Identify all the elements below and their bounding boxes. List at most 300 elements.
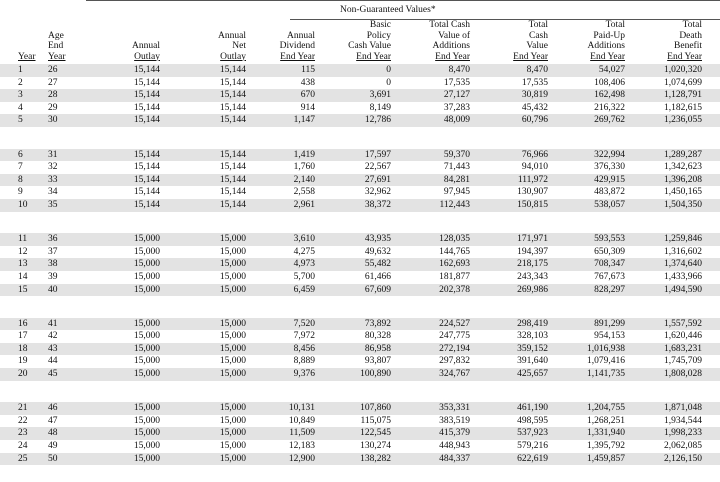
header-annual-net-outlay: [218, 31, 246, 63]
header-line: End Year: [667, 51, 702, 62]
cell-paid-up-additions: 429,915: [594, 174, 625, 185]
cell-annual-dividend: 1,147: [293, 115, 315, 126]
cell-annual-dividend: 11,509: [289, 428, 315, 439]
cell-year: 3: [18, 90, 23, 101]
cell-basic-policy-cash-value: 27,691: [364, 174, 391, 185]
cell-age: 49: [48, 441, 58, 452]
cell-year: 15: [18, 284, 28, 295]
cell-paid-up-additions: 650,309: [594, 246, 625, 257]
cell-death-benefit: 1,871,048: [664, 403, 702, 414]
cell-age: 31: [48, 149, 58, 160]
top-rule: [86, 0, 720, 1]
cell-total-cash-value: 359,152: [517, 343, 548, 354]
header-line: Outlay: [134, 51, 160, 62]
cell-basic-policy-cash-value: 67,609: [364, 284, 391, 295]
cell-age: 44: [48, 356, 58, 367]
cell-annual-dividend: 12,183: [288, 441, 315, 452]
header-line: End Year: [356, 51, 391, 62]
cell-annual-net-outlay: 15,000: [219, 343, 246, 354]
cell-annual-outlay: 15,000: [133, 234, 160, 245]
table-row: [0, 89, 720, 102]
cell-annual-outlay: 15,144: [133, 102, 160, 113]
cell-additions-cash-value: 27,127: [443, 90, 470, 101]
cell-death-benefit: 2,126,150: [664, 453, 702, 464]
header-additions-cash-value: [429, 20, 470, 62]
cell-total-cash-value: 579,216: [517, 441, 548, 452]
cell-age: 30: [48, 115, 58, 126]
cell-annual-outlay: 15,144: [133, 174, 160, 185]
cell-additions-cash-value: 224,527: [439, 318, 470, 329]
header-line: Annual: [218, 30, 246, 41]
cell-year: 25: [18, 453, 28, 464]
cell-paid-up-additions: 1,204,755: [587, 403, 625, 414]
cell-annual-net-outlay: 15,000: [219, 246, 246, 257]
cell-year: 18: [18, 343, 28, 354]
cell-additions-cash-value: 59,370: [443, 149, 470, 160]
cell-basic-policy-cash-value: 0: [386, 77, 391, 88]
cell-additions-cash-value: 448,943: [439, 441, 470, 452]
header-line: Dividend: [279, 41, 315, 51]
header-line: Annual: [132, 41, 160, 51]
header-line: End Year: [513, 51, 548, 62]
cell-total-cash-value: 243,343: [517, 271, 548, 282]
cell-age: 40: [48, 284, 58, 295]
cell-annual-net-outlay: 15,144: [219, 187, 246, 198]
cell-death-benefit: 1,316,602: [664, 246, 702, 257]
cell-death-benefit: 1,433,966: [664, 271, 702, 282]
header-line: Age: [48, 30, 64, 41]
cell-additions-cash-value: 37,283: [443, 102, 470, 113]
cell-annual-net-outlay: 15,144: [219, 174, 246, 185]
cell-age: 46: [48, 403, 58, 414]
table-row: [0, 114, 720, 127]
cell-year: 7: [18, 162, 23, 173]
cell-annual-dividend: 4,973: [293, 259, 315, 270]
cell-paid-up-additions: 1,268,251: [587, 415, 625, 426]
cell-death-benefit: 1,998,233: [664, 428, 702, 439]
cell-death-benefit: 1,182,615: [664, 102, 702, 113]
cell-basic-policy-cash-value: 138,282: [360, 453, 391, 464]
cell-year: 9: [18, 187, 23, 198]
cell-year: 19: [18, 356, 28, 367]
cell-total-cash-value: 94,010: [521, 162, 548, 173]
cell-death-benefit: 2,062,085: [664, 441, 702, 452]
header-line: Death: [679, 30, 702, 41]
table-row: [0, 355, 720, 368]
cell-annual-dividend: 8,456: [293, 343, 315, 354]
table-row: [0, 161, 720, 174]
cell-annual-outlay: 15,000: [133, 318, 160, 329]
header-line: Annual: [287, 30, 315, 41]
cell-annual-net-outlay: 15,000: [219, 271, 246, 282]
cell-annual-outlay: 15,000: [133, 331, 160, 342]
cell-additions-cash-value: 297,832: [439, 356, 470, 367]
cell-additions-cash-value: 71,443: [443, 162, 470, 173]
cell-age: 26: [48, 65, 58, 75]
cell-age: 48: [48, 428, 58, 439]
cell-total-cash-value: 130,907: [517, 187, 548, 198]
header-line: End Year: [590, 51, 625, 62]
cell-basic-policy-cash-value: 17,597: [364, 149, 391, 160]
cell-annual-dividend: 115: [301, 65, 315, 75]
cell-annual-dividend: 670: [300, 90, 315, 101]
cell-death-benefit: 1,128,791: [664, 90, 702, 101]
cell-annual-outlay: 15,000: [133, 343, 160, 354]
cell-paid-up-additions: 376,330: [594, 162, 625, 173]
table-row: [0, 427, 720, 440]
cell-additions-cash-value: 97,945: [443, 187, 470, 198]
cell-paid-up-additions: 1,331,940: [587, 428, 625, 439]
cell-basic-policy-cash-value: 130,274: [360, 441, 391, 452]
header-line: Total Cash: [429, 20, 470, 30]
header-total-cash-value: [513, 20, 548, 62]
cell-total-cash-value: 391,640: [517, 356, 548, 367]
cell-annual-outlay: 15,000: [133, 441, 160, 452]
cell-death-benefit: 1,620,446: [664, 331, 702, 342]
table-row: [0, 258, 720, 271]
header-line: Additions: [432, 41, 470, 51]
table-row: [0, 415, 720, 428]
table-body: [0, 64, 720, 465]
cell-additions-cash-value: 8,470: [448, 65, 470, 75]
cell-year: 17: [18, 331, 28, 342]
cell-total-cash-value: 60,796: [521, 115, 548, 126]
cell-additions-cash-value: 383,519: [439, 415, 470, 426]
cell-additions-cash-value: 128,035: [439, 234, 470, 245]
table-row: [0, 246, 720, 259]
cell-age: 36: [48, 234, 58, 245]
cell-annual-outlay: 15,000: [133, 259, 160, 270]
cell-death-benefit: 1,374,640: [664, 259, 702, 270]
cell-annual-net-outlay: 15,000: [219, 428, 246, 439]
cell-annual-outlay: 15,144: [133, 149, 160, 160]
table-row: [0, 284, 720, 297]
cell-annual-outlay: 15,000: [133, 284, 160, 295]
cell-paid-up-additions: 162,498: [594, 90, 625, 101]
row-group: [0, 64, 720, 127]
cell-annual-net-outlay: 15,000: [219, 356, 246, 367]
cell-paid-up-additions: 1,459,857: [587, 453, 625, 464]
header-line: Year: [18, 51, 36, 62]
table-row: [0, 368, 720, 381]
header-basic-policy-cash-value: [348, 20, 391, 62]
cell-annual-outlay: 15,144: [133, 65, 160, 75]
cell-death-benefit: 1,745,709: [664, 356, 702, 367]
non-guaranteed-header: [0, 4, 720, 16]
cell-annual-outlay: 15,144: [133, 162, 160, 173]
table-row: [0, 440, 720, 453]
cell-paid-up-additions: 216,322: [594, 102, 625, 113]
cell-annual-outlay: 15,000: [133, 369, 160, 380]
cell-annual-net-outlay: 15,144: [219, 90, 246, 101]
cell-additions-cash-value: 144,765: [439, 246, 470, 257]
cell-annual-net-outlay: 15,000: [219, 415, 246, 426]
cell-annual-net-outlay: 15,000: [219, 453, 246, 464]
cell-age: 43: [48, 343, 58, 354]
header-line: Total: [682, 20, 702, 30]
cell-age: 29: [48, 102, 58, 113]
cell-death-benefit: 1,450,165: [664, 187, 702, 198]
table-row: [0, 64, 720, 77]
cell-annual-dividend: 7,520: [293, 318, 315, 329]
cell-additions-cash-value: 17,535: [443, 77, 470, 88]
cell-paid-up-additions: 1,141,735: [587, 369, 625, 380]
cell-basic-policy-cash-value: 73,892: [364, 318, 391, 329]
cell-year: 23: [18, 428, 28, 439]
cell-total-cash-value: 30,819: [521, 90, 548, 101]
cell-death-benefit: 1,504,350: [664, 199, 702, 210]
cell-basic-policy-cash-value: 43,935: [364, 234, 391, 245]
cell-death-benefit: 1,259,846: [664, 234, 702, 245]
table-row: [0, 174, 720, 187]
non-guaranteed-label: Non-Guaranteed Values*: [340, 5, 436, 15]
cell-year: 12: [18, 246, 28, 257]
table-row: [0, 186, 720, 199]
header-paid-up-additions: [588, 20, 625, 62]
cell-year: 5: [18, 115, 23, 126]
cell-year: 13: [18, 259, 28, 270]
cell-death-benefit: 1,074,699: [664, 77, 702, 88]
cell-paid-up-additions: 891,299: [594, 318, 625, 329]
cell-annual-dividend: 9,376: [293, 369, 315, 380]
cell-basic-policy-cash-value: 93,807: [364, 356, 391, 367]
cell-annual-net-outlay: 15,144: [219, 102, 246, 113]
cell-year: 20: [18, 369, 28, 380]
cell-age: 47: [48, 415, 58, 426]
header-line: Cash Value: [348, 41, 391, 51]
row-group: [0, 233, 720, 296]
header-year: [18, 52, 36, 63]
cell-additions-cash-value: 112,443: [439, 199, 470, 210]
cell-annual-dividend: 7,972: [293, 331, 315, 342]
cell-total-cash-value: 194,397: [517, 246, 548, 257]
cell-annual-outlay: 15,000: [133, 415, 160, 426]
cell-annual-net-outlay: 15,000: [219, 369, 246, 380]
cell-death-benefit: 1,808,028: [664, 369, 702, 380]
cell-basic-policy-cash-value: 0: [386, 65, 391, 75]
cell-basic-policy-cash-value: 32,962: [364, 187, 391, 198]
cell-annual-outlay: 15,144: [133, 187, 160, 198]
cell-annual-net-outlay: 15,144: [219, 162, 246, 173]
header-line: Policy: [366, 30, 391, 41]
cell-annual-outlay: 15,000: [133, 453, 160, 464]
cell-annual-outlay: 15,144: [133, 90, 160, 101]
cell-year: 4: [18, 102, 23, 113]
cell-death-benefit: 1,934,544: [664, 415, 702, 426]
row-group: [0, 318, 720, 381]
cell-age: 37: [48, 246, 58, 257]
table-row: [0, 343, 720, 356]
row-group: [0, 149, 720, 212]
cell-death-benefit: 1,236,055: [664, 115, 702, 126]
cell-total-cash-value: 150,815: [517, 199, 548, 210]
cell-annual-dividend: 8,889: [293, 356, 315, 367]
cell-total-cash-value: 17,535: [521, 77, 548, 88]
cell-basic-policy-cash-value: 115,075: [360, 415, 391, 426]
cell-additions-cash-value: 202,378: [439, 284, 470, 295]
cell-annual-dividend: 1,419: [293, 149, 315, 160]
cell-death-benefit: 1,289,287: [664, 149, 702, 160]
row-group: [0, 402, 720, 465]
header-line: Year: [48, 51, 66, 62]
cell-annual-outlay: 15,000: [133, 428, 160, 439]
cell-age: 38: [48, 259, 58, 270]
header-line: Additions: [587, 41, 625, 51]
cell-basic-policy-cash-value: 100,890: [360, 369, 391, 380]
table-row: [0, 149, 720, 162]
cell-paid-up-additions: 1,016,938: [587, 343, 625, 354]
cell-total-cash-value: 298,419: [517, 318, 548, 329]
cell-annual-dividend: 12,900: [288, 453, 315, 464]
cell-annual-dividend: 6,459: [293, 284, 315, 295]
header-line: Value: [526, 41, 548, 51]
cell-death-benefit: 1,683,231: [664, 343, 702, 354]
cell-additions-cash-value: 48,009: [443, 115, 470, 126]
cell-annual-dividend: 10,131: [288, 403, 315, 414]
cell-age: 41: [48, 318, 58, 329]
cell-basic-policy-cash-value: 49,632: [364, 246, 391, 257]
cell-annual-net-outlay: 15,000: [219, 259, 246, 270]
table-row: [0, 318, 720, 331]
cell-additions-cash-value: 181,877: [439, 271, 470, 282]
cell-basic-policy-cash-value: 3,691: [369, 90, 391, 101]
cell-death-benefit: 1,557,592: [664, 318, 702, 329]
cell-age: 34: [48, 187, 58, 198]
table-row: [0, 102, 720, 115]
cell-basic-policy-cash-value: 38,372: [364, 199, 391, 210]
cell-year: 24: [18, 441, 28, 452]
cell-total-cash-value: 622,619: [517, 453, 548, 464]
cell-age: 42: [48, 331, 58, 342]
header-line: Paid-Up: [593, 30, 625, 41]
table-row: [0, 199, 720, 212]
cell-total-cash-value: 328,103: [517, 331, 548, 342]
column-headers: [0, 18, 720, 62]
cell-total-cash-value: 498,595: [517, 415, 548, 426]
cell-year: 11: [18, 234, 28, 245]
cell-death-benefit: 1,494,590: [664, 284, 702, 295]
cell-total-cash-value: 425,657: [517, 369, 548, 380]
header-line: Cash: [529, 30, 548, 41]
cell-paid-up-additions: 538,057: [594, 199, 625, 210]
header-line: End: [48, 41, 64, 51]
cell-annual-net-outlay: 15,000: [219, 441, 246, 452]
cell-year: 10: [18, 199, 28, 210]
cell-death-benefit: 1,342,623: [664, 162, 702, 173]
cell-year: 1: [18, 65, 23, 75]
header-death-benefit: [667, 20, 702, 62]
cell-total-cash-value: 76,966: [521, 149, 548, 160]
header-line: Value of: [438, 30, 470, 41]
cell-annual-net-outlay: 15,144: [219, 65, 246, 75]
header-line: Benefit: [674, 41, 702, 51]
cell-annual-net-outlay: 15,144: [219, 115, 246, 126]
cell-basic-policy-cash-value: 122,545: [360, 428, 391, 439]
cell-year: 22: [18, 415, 28, 426]
cell-year: 16: [18, 318, 28, 329]
cell-paid-up-additions: 322,994: [594, 149, 625, 160]
cell-age: 50: [48, 453, 58, 464]
table-row: [0, 233, 720, 246]
cell-paid-up-additions: 269,762: [594, 115, 625, 126]
cell-total-cash-value: 537,923: [517, 428, 548, 439]
cell-basic-policy-cash-value: 86,958: [364, 343, 391, 354]
cell-annual-dividend: 3,610: [293, 234, 315, 245]
cell-annual-outlay: 15,000: [133, 403, 160, 414]
cell-year: 14: [18, 271, 28, 282]
table-row: [0, 453, 720, 466]
header-annual-outlay: [132, 41, 160, 62]
cell-basic-policy-cash-value: 12,786: [364, 115, 391, 126]
cell-paid-up-additions: 767,673: [594, 271, 625, 282]
cell-age: 35: [48, 199, 58, 210]
cell-additions-cash-value: 84,281: [443, 174, 470, 185]
cell-basic-policy-cash-value: 55,482: [364, 259, 391, 270]
header-age: [48, 31, 66, 63]
cell-total-cash-value: 171,971: [517, 234, 548, 245]
header-annual-dividend: [280, 31, 315, 63]
cell-additions-cash-value: 415,379: [439, 428, 470, 439]
cell-age: 39: [48, 271, 58, 282]
cell-total-cash-value: 45,432: [521, 102, 548, 113]
header-line: End Year: [435, 51, 470, 62]
cell-additions-cash-value: 162,693: [439, 259, 470, 270]
cell-annual-outlay: 15,000: [133, 271, 160, 282]
cell-paid-up-additions: 593,553: [594, 234, 625, 245]
cell-basic-policy-cash-value: 80,328: [364, 331, 391, 342]
cell-basic-policy-cash-value: 61,466: [364, 271, 391, 282]
cell-annual-net-outlay: 15,000: [219, 234, 246, 245]
cell-annual-outlay: 15,144: [133, 77, 160, 88]
cell-annual-outlay: 15,000: [133, 246, 160, 257]
cell-annual-outlay: 15,144: [133, 115, 160, 126]
cell-paid-up-additions: 954,153: [594, 331, 625, 342]
cell-total-cash-value: 218,175: [517, 259, 548, 270]
cell-year: 2: [18, 77, 23, 88]
header-line: Outlay: [220, 51, 246, 62]
cell-age: 32: [48, 162, 58, 173]
cell-annual-net-outlay: 15,144: [219, 77, 246, 88]
cell-additions-cash-value: 247,775: [439, 331, 470, 342]
cell-annual-dividend: 2,558: [293, 187, 315, 198]
cell-annual-net-outlay: 15,000: [219, 403, 246, 414]
cell-year: 21: [18, 403, 28, 414]
header-line: Net: [232, 41, 246, 51]
cell-annual-dividend: 4,275: [293, 246, 315, 257]
cell-total-cash-value: 269,986: [517, 284, 548, 295]
cell-annual-net-outlay: 15,144: [219, 199, 246, 210]
header-line: Total: [605, 20, 625, 30]
cell-total-cash-value: 461,190: [517, 403, 548, 414]
cell-age: 27: [48, 77, 58, 88]
cell-death-benefit: 1,396,208: [664, 174, 702, 185]
cell-annual-net-outlay: 15,000: [219, 318, 246, 329]
cell-total-cash-value: 8,470: [526, 65, 548, 75]
cell-death-benefit: 1,020,320: [664, 65, 702, 75]
cell-total-cash-value: 111,972: [517, 174, 548, 185]
table-row: [0, 402, 720, 415]
cell-age: 33: [48, 174, 58, 185]
cell-annual-dividend: 438: [300, 77, 315, 88]
cell-annual-outlay: 15,000: [133, 356, 160, 367]
cell-annual-net-outlay: 15,000: [219, 331, 246, 342]
cell-paid-up-additions: 708,347: [594, 259, 625, 270]
cell-age: 28: [48, 90, 58, 101]
cell-annual-dividend: 1,760: [293, 162, 315, 173]
cell-annual-dividend: 2,961: [293, 199, 315, 210]
table-row: [0, 271, 720, 284]
cell-basic-policy-cash-value: 107,860: [360, 403, 391, 414]
